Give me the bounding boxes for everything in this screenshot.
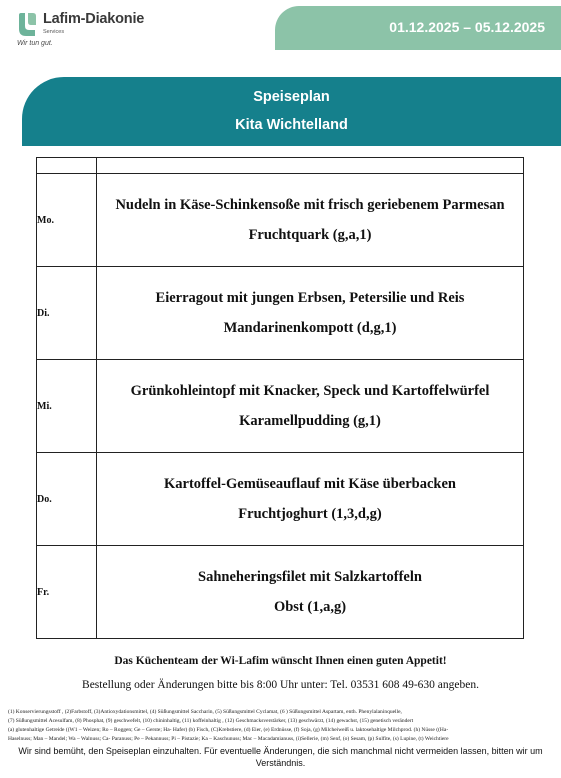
menu-row	[37, 267, 524, 360]
dessert: Fruchtjoghurt (1,3,d,g)	[238, 505, 382, 522]
header-cell-dish	[97, 158, 524, 174]
menu-row	[37, 360, 524, 453]
main-dish: Eierragout mit jungen Erbsen, Petersilie und Reis	[155, 289, 465, 306]
company-logo	[16, 10, 166, 54]
day-label: Di.	[37, 267, 97, 360]
main-dish: Grünkohleintopf mit Knacker, Speck und Kartoffelwürfel	[130, 382, 490, 399]
dish-cell	[97, 360, 524, 453]
page-subtitle: Kita Wichtelland	[235, 117, 348, 133]
dish-cell	[97, 546, 524, 639]
dish-cell	[97, 267, 524, 360]
allergen-line: Haselnuss; Man – Mandel; Wa – Walnuss; Ca- Paranuss; Pe – Pekannuss; Pi – Pistazie; Ka – Kaschunuss; Mac – Macadamianuss, (i)Sellerie, (m) Senf, (o) Sesam, (p) Sulfite, (s) Lupine, (t) Weichtiere	[8, 736, 449, 742]
dessert: Mandarinenkompott (d,g,1)	[223, 319, 397, 336]
dish-cell	[97, 174, 524, 267]
logo-subtitle: Services	[43, 29, 65, 35]
menu-row	[37, 546, 524, 639]
dessert: Karamellpudding (g,1)	[239, 412, 381, 429]
date-range: 01.12.2025 – 05.12.2025	[389, 19, 545, 35]
allergen-line: (a) glutenhaltige Getreide ((W1 – Weizen; Ro – Roggen; Ge – Gerste; Ha- Hafer) (b) Fisch, (C)Krebstiere, (d) Eier, (e) Erdnüsse, (f) Soja, (g) Milcheiweiß u. laktosehaltige Milchprod. (h) Nüsse ((Ha-	[8, 727, 449, 733]
dish-cell	[97, 453, 524, 546]
allergen-line: (7) Süßungsmittel Acesulfam, (8) Phosphat, (9) geschwefelt, (10) chininhaltig, (11) koffeinhaltig , (12) Geschmacksverstärker, (13) geschwärzt, (14) gewachst, (15) genetisch verändert	[8, 718, 414, 724]
main-dish: Sahneheringsfilet mit Salzkartoffeln	[198, 568, 422, 585]
day-label: Mo.	[37, 174, 97, 267]
day-label: Mi.	[37, 360, 97, 453]
allergen-line: (1) Konservierungsstoff , (2)Farbstoff, (3)Antioxydationsmittel, (4) Süßungsmittel Saccharin, (5) Süßungsmittel Cyclamat, (6 ) Süßungsmittel Aspartam, enth. Phenylalaninquelle,	[8, 709, 402, 715]
lafim-logo-icon	[16, 12, 38, 38]
day-label: Fr.	[37, 546, 97, 639]
menu-row	[37, 174, 524, 267]
main-dish: Nudeln in Käse-Schinkensoße mit frisch geriebenem Parmesan	[115, 196, 505, 213]
dessert: Obst (1,a,g)	[273, 598, 347, 615]
change-notice: Wir sind bemüht, den Speiseplan einzuhalten. Für eventuelle Änderungen, die sich manchmal nicht vermeiden lassen, bitten wir um Verständnis.	[18, 746, 543, 768]
table-header-row	[37, 158, 524, 174]
title-banner	[22, 77, 561, 146]
header-cell-day	[37, 158, 97, 174]
day-label: Do.	[37, 453, 97, 546]
appetit-message: Das Küchenteam der Wi-Lafim wünscht Ihnen einen guten Appetit!	[114, 655, 447, 667]
dessert: Fruchtquark (g,a,1)	[248, 226, 372, 243]
menu-row	[37, 453, 524, 546]
logo-slogan: Wir tun gut.	[17, 40, 53, 47]
order-info: Bestellung oder Änderungen bitte bis 8:00 Uhr unter: Tel. 03531 608 49-630 angeben.	[82, 679, 479, 691]
logo-name: Lafim-Diakonie	[43, 11, 145, 27]
menu-table	[36, 157, 524, 639]
page-title: Speiseplan	[253, 89, 330, 105]
date-banner	[275, 6, 561, 50]
allergen-legend	[8, 708, 558, 744]
main-dish: Kartoffel-Gemüseauflauf mit Käse überbacken	[164, 475, 456, 492]
